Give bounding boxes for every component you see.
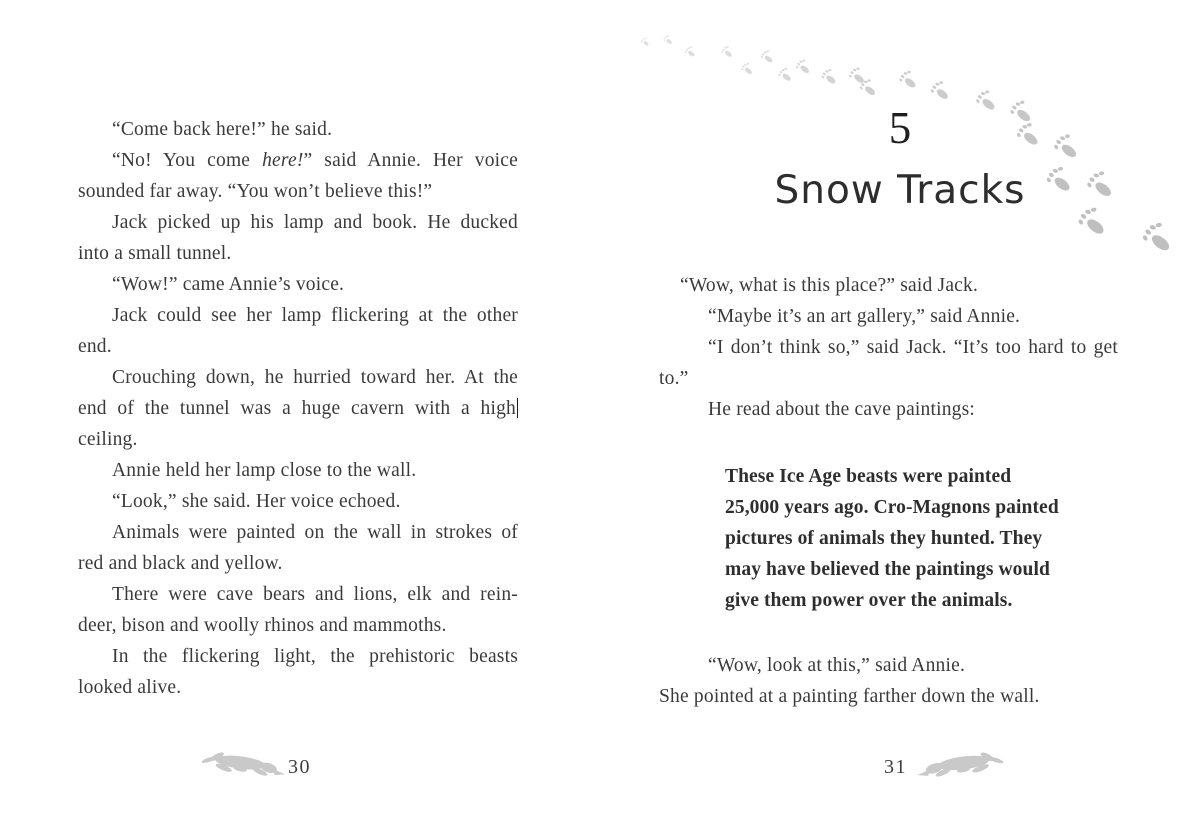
text-line: deer, bison and woolly rhinos and mammoths. [78,615,447,636]
italic-text: here! [262,150,304,171]
text-line: “Wow, look at this,” said Annie. [708,655,966,676]
text-segment: ” said Annie. Her voice [303,150,518,171]
text-line: There were cave bears and lions, elk and rein- [112,584,518,605]
paw-print-icon [1142,222,1172,253]
text-line: These Ice Age beasts were painted [725,466,1012,487]
text-line: Annie held her lamp close to the wall. [112,460,417,481]
text-line: red and black and yellow. [78,553,283,574]
text-line: pictures of animals they hunted. They [725,528,1043,549]
paw-print-icon [859,79,876,97]
text-line: into a small tunnel. [78,243,232,264]
text-line: “Look,” she said. Her voice echoed. [112,491,401,512]
text-segment: “No! You come [112,150,263,171]
sabertooth-silhouette-left [201,751,285,778]
text-line: Jack picked up his lamp and book. He ducked [112,212,518,233]
text-line: In the flickering light, the prehistoric beasts [112,646,518,667]
paw-print-icon [721,46,733,58]
text-line: She pointed at a painting farther down the wall. [659,686,1040,707]
chapter-number: 5 [888,103,912,153]
text-line: “Wow!” came Annie’s voice. [112,274,345,295]
paw-print-icon [778,68,792,82]
paw-print-icon [641,37,650,46]
text-line [78,145,518,176]
paw-print-icon [821,69,837,85]
text-line: Jack could see her lamp flickering at the other [112,305,518,326]
text-line: 25,000 years ago. Cro-Magnons painted [725,497,1059,518]
page-number-left: 30 [288,756,311,778]
paw-print-icon [741,63,753,76]
text-line: He read about the cave paintings: [708,399,976,420]
text-line: Crouching down, he hurried toward her. At the [112,367,518,388]
text-line: end. [78,336,112,357]
left-page-text [78,114,518,703]
paw-print-icon [685,46,696,57]
page-number-right: 31 [884,756,907,778]
text-line: to.” [659,368,689,389]
text-line: may have believed the paintings would [725,559,1050,580]
right-page-text [659,270,1118,425]
sabertooth-silhouette-right [917,751,1004,778]
text-line: “Come back here!” he said. [112,119,333,140]
text-line: give them power over the animals. [725,590,1013,611]
text-cursor [517,398,518,418]
paw-print-icon [930,81,949,101]
right-page-text-after-quote [659,650,1118,712]
paw-print-icon [849,67,866,84]
paw-print-icon [760,50,773,64]
text-line: “Wow, what is this place?” said Jack. [680,275,979,296]
text-line: sounded far away. “You won’t believe this!” [78,181,433,202]
text-line: ceiling. [78,429,138,450]
paw-print-icon [663,35,673,45]
paw-print-icon [796,59,811,74]
text-line: Animals were painted on the wall in strokes of [112,522,518,543]
cave-paintings-quote [725,461,1110,616]
paw-print-icon [899,70,917,89]
text-line: “I don’t think so,” said Jack. “It’s too hard to get [708,337,1118,358]
text-line: end of the tunnel was a huge cavern with a high [78,398,516,419]
text-line: “Maybe it’s an art gallery,” said Annie. [708,306,1021,327]
chapter-title: Snow Tracks [774,168,1026,213]
text-line: looked alive. [78,677,182,698]
